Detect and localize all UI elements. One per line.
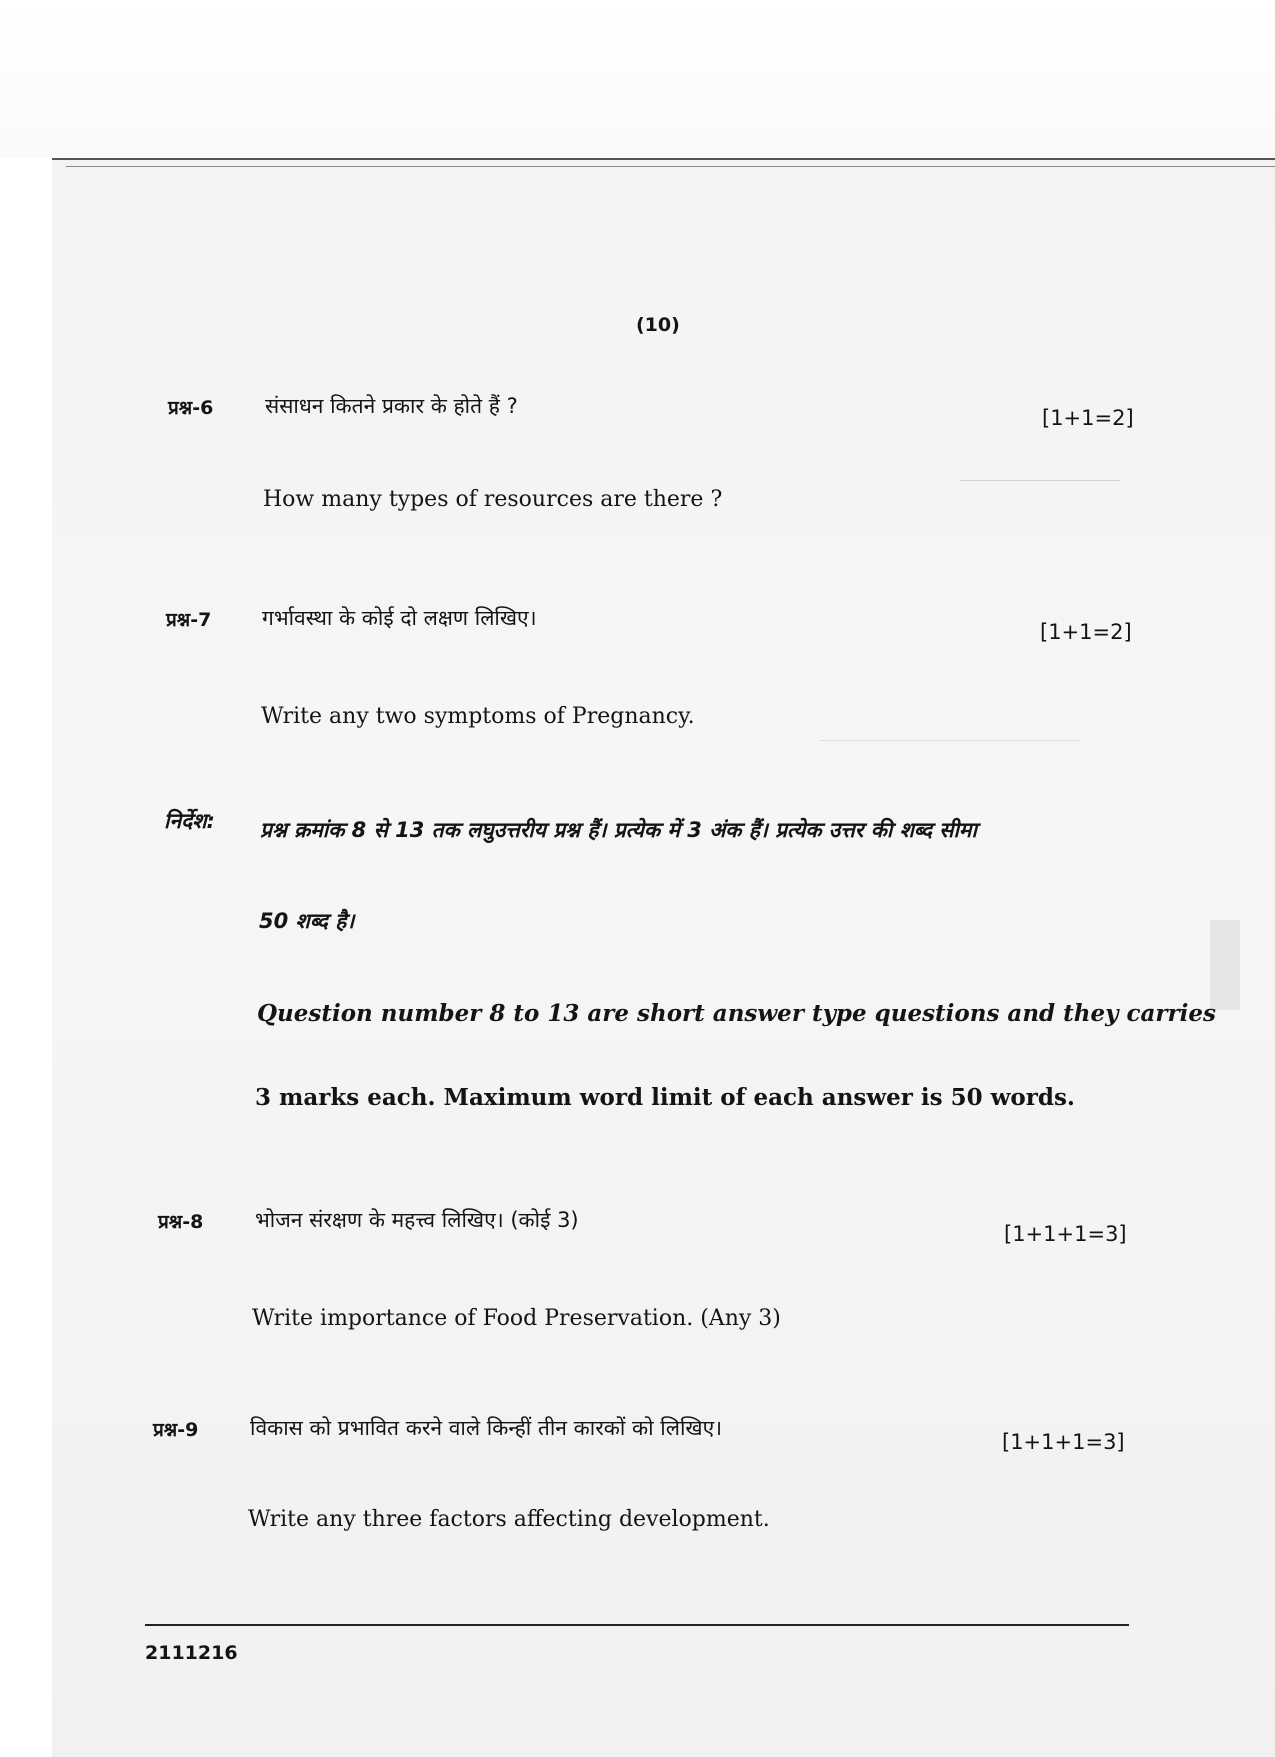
question-hindi: संसाधन कितने प्रकार के होते हैं ? — [265, 394, 518, 418]
bleed-through-mark — [820, 740, 1080, 751]
paper-code: 2111216 — [145, 1642, 238, 1664]
instruction-english-line2: 3 marks each. Maximum word limit of each answer is 50 words. — [255, 1084, 1075, 1111]
instruction-english-line1: Question number 8 to 13 are short answer type questions and they carries — [257, 1000, 1216, 1027]
bleed-through-mark — [1210, 920, 1240, 1010]
question-marks: [1+1+1=3] — [1004, 1222, 1127, 1246]
question-english: Write importance of Food Preservation. (Any 3) — [252, 1306, 781, 1331]
question-marks: [1+1=2] — [1040, 620, 1132, 644]
question-english: Write any two symptoms of Pregnancy. — [261, 704, 695, 729]
page-number: (10) — [636, 314, 680, 336]
question-hindi: विकास को प्रभावित करने वाले किन्हीं तीन कारकों को लिखिए। — [250, 1416, 723, 1440]
question-english: Write any three factors affecting development. — [248, 1507, 770, 1532]
instruction-label: निर्देश: — [164, 809, 215, 833]
bleed-through-mark — [960, 480, 1120, 491]
question-label: प्रश्न-7 — [166, 609, 212, 631]
underlying-sheet — [0, 0, 1275, 158]
question-marks: [1+1+1=3] — [1002, 1430, 1125, 1454]
question-english: How many types of resources are there ? — [263, 487, 723, 512]
page-edge-line — [66, 166, 1275, 167]
question-hindi: गर्भावस्था के कोई दो लक्षण लिखिए। — [262, 606, 537, 630]
instruction-hindi-line1: प्रश्न क्रमांक 8 से 13 तक लघुउत्तरीय प्रश्न हैं। प्रत्येक में 3 अंक हैं। प्रत्येक उत्तर की शब्द सीमा — [260, 818, 977, 842]
question-hindi: भोजन संरक्षण के महत्त्व लिखिए। (कोई 3) — [255, 1208, 579, 1232]
question-marks: [1+1=2] — [1042, 406, 1134, 430]
instruction-hindi-line2: 50 शब्द है। — [259, 909, 355, 933]
footer-rule — [145, 1624, 1129, 1626]
question-label: प्रश्न-9 — [153, 1419, 199, 1441]
question-label: प्रश्न-6 — [168, 397, 214, 419]
question-label: प्रश्न-8 — [158, 1211, 204, 1233]
